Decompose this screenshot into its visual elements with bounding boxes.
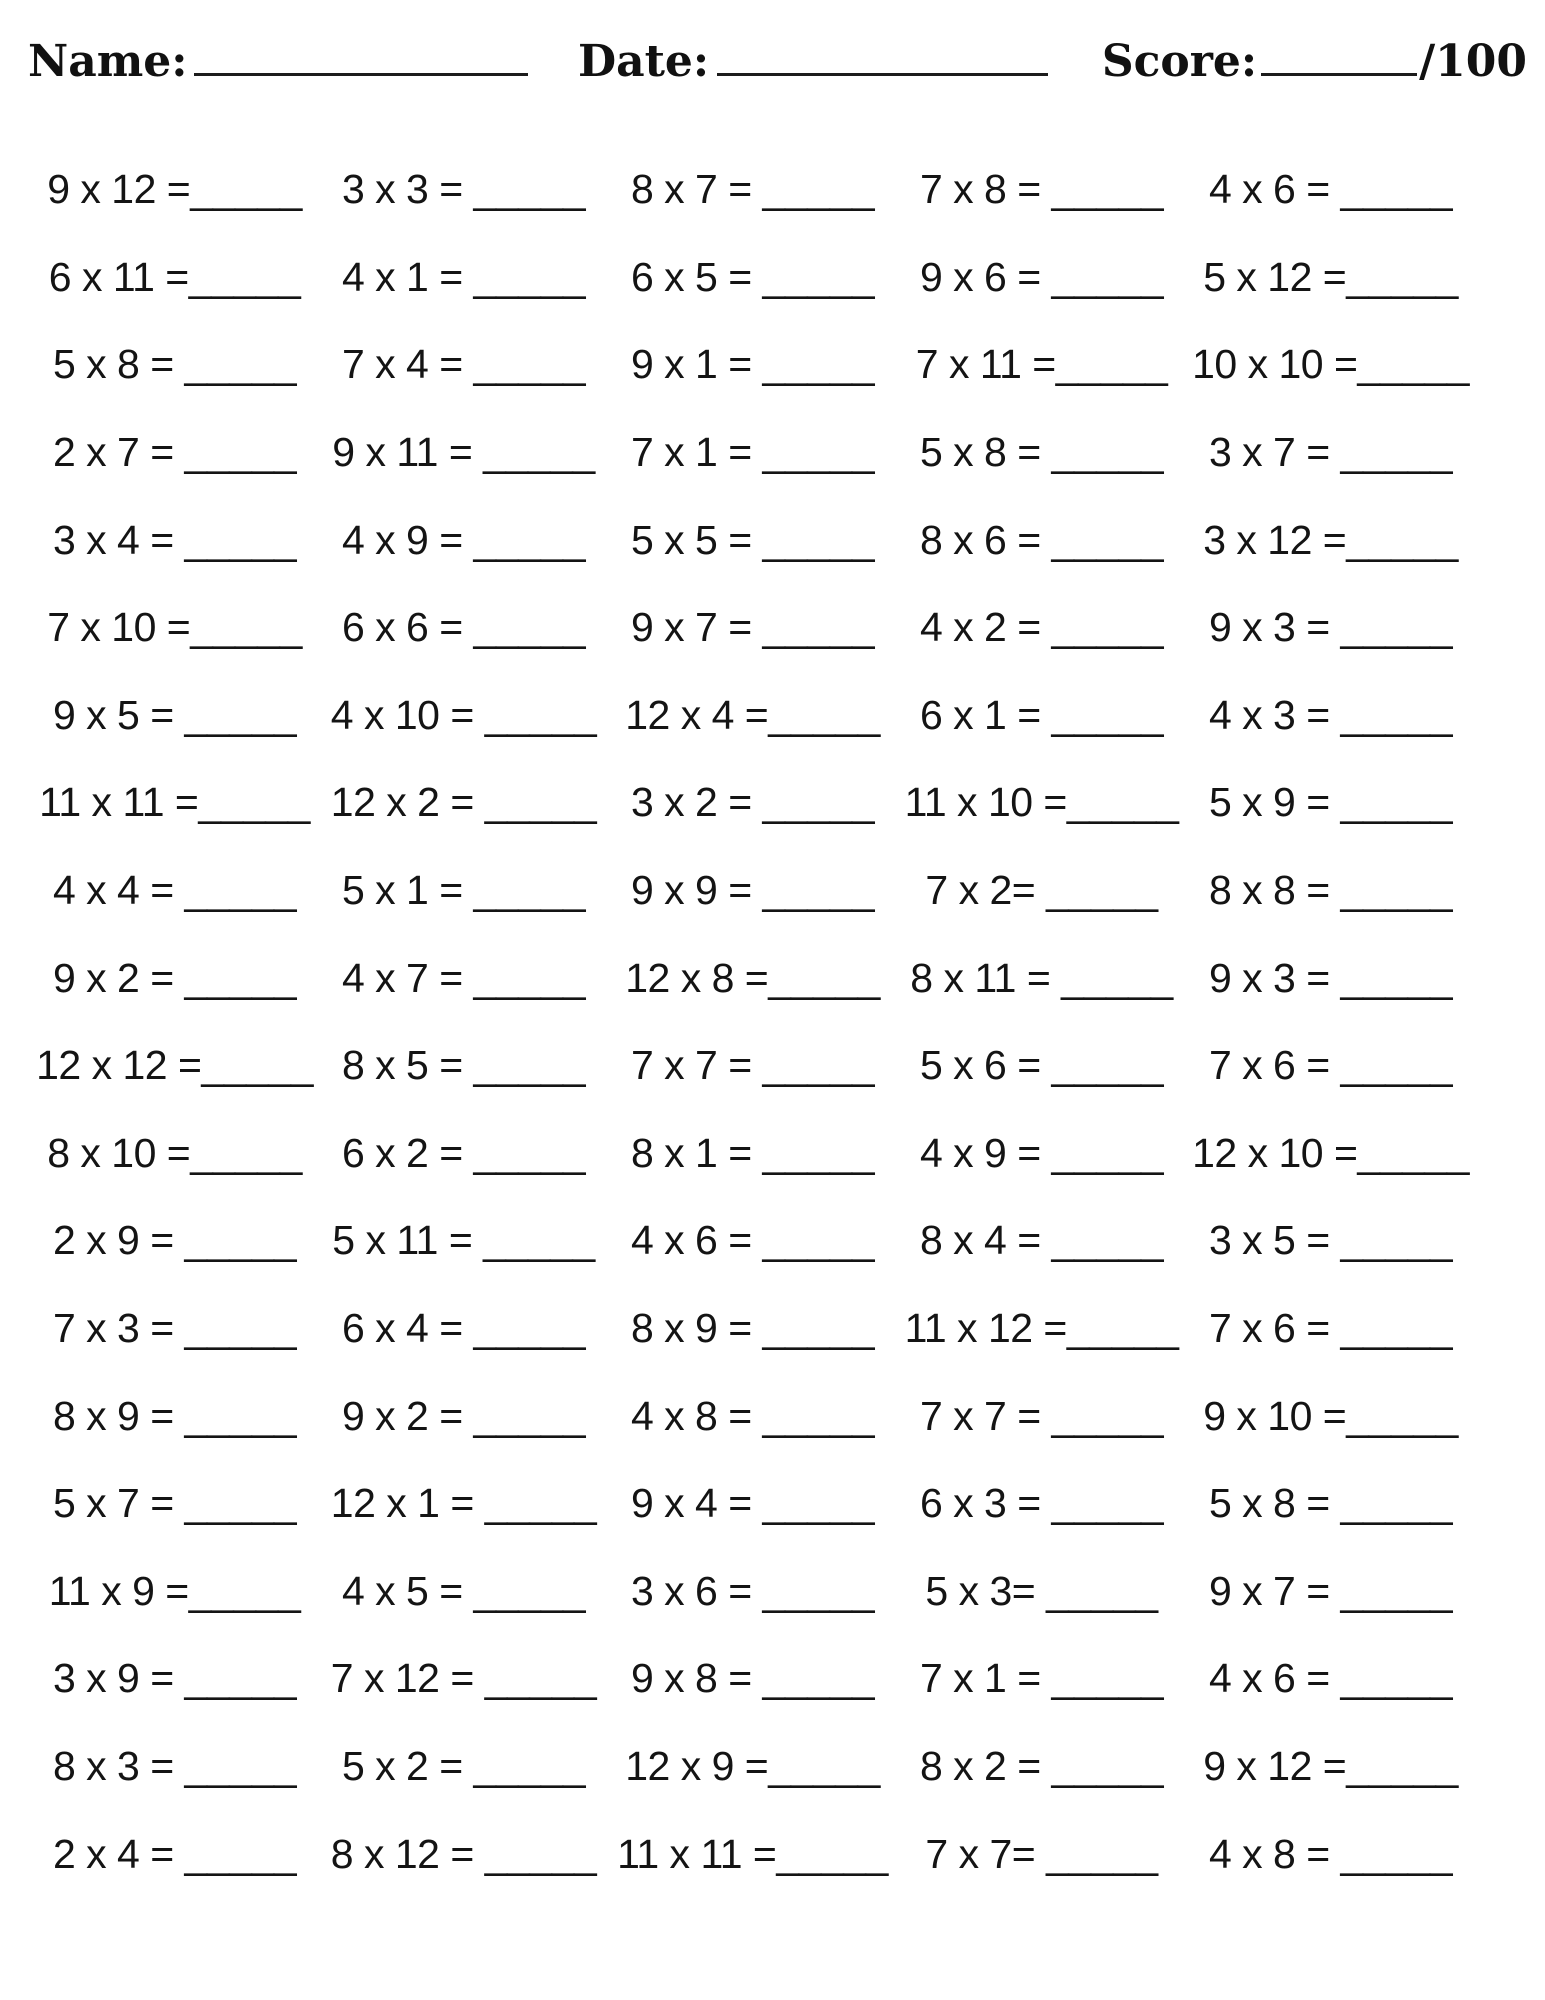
problems-grid	[30, 146, 1475, 1898]
problem-cell: 9 x 4 = _____	[630, 1480, 875, 1527]
problem-cell: 3 x 3 = _____	[341, 166, 586, 213]
problem-cell: 4 x 9 = _____	[919, 1129, 1164, 1176]
score-label: Score:	[1101, 36, 1258, 87]
problem-cell: 11 x 9 =_____	[48, 1567, 301, 1614]
problem-cell: 4 x 5 = _____	[341, 1567, 586, 1614]
date-blank-line	[717, 73, 1048, 76]
problem-cell: 4 x 4 = _____	[52, 867, 297, 914]
problem-cell: 8 x 5 = _____	[341, 1042, 586, 1089]
problem-cell: 8 x 4 = _____	[919, 1217, 1164, 1264]
problem-cell: 5 x 6 = _____	[919, 1042, 1164, 1089]
problem-cell: 2 x 9 = _____	[52, 1217, 297, 1264]
problem-cell: 3 x 6 = _____	[630, 1567, 875, 1614]
problem-cell: 7 x 1 = _____	[630, 429, 875, 476]
problem-cell: 7 x 6 = _____	[1208, 1042, 1453, 1089]
name-blank-line	[194, 73, 528, 76]
problem-cell: 9 x 2 = _____	[52, 954, 297, 1001]
problem-cell: 7 x 6 = _____	[1208, 1305, 1453, 1352]
problem-cell: 11 x 11 =_____	[39, 779, 310, 826]
problem-cell: 10 x 10 =_____	[1192, 341, 1469, 388]
problem-cell: 6 x 1 = _____	[919, 691, 1164, 738]
problem-cell: 7 x 10 =_____	[47, 604, 302, 651]
problem-cell: 8 x 8 = _____	[1208, 867, 1453, 914]
problem-cell: 4 x 6 = _____	[1208, 166, 1453, 213]
problem-cell: 5 x 7 = _____	[52, 1480, 297, 1527]
problem-cell: 5 x 8 = _____	[52, 341, 297, 388]
name-label: Name:	[28, 36, 188, 87]
problem-cell: 3 x 9 = _____	[52, 1655, 297, 1702]
problem-cell: 7 x 11 =_____	[915, 341, 1168, 388]
problem-cell: 8 x 9 = _____	[630, 1305, 875, 1352]
problem-cell: 3 x 4 = _____	[52, 516, 297, 563]
problem-cell: 4 x 3 = _____	[1208, 691, 1453, 738]
problem-cell: 8 x 12 = _____	[330, 1830, 597, 1877]
problem-cell: 9 x 7 = _____	[1208, 1567, 1453, 1614]
problem-cell: 7 x 8 = _____	[919, 166, 1164, 213]
problem-cell: 9 x 5 = _____	[52, 691, 297, 738]
problem-cell: 12 x 2 = _____	[330, 779, 597, 826]
problem-cell: 4 x 8 = _____	[1208, 1830, 1453, 1877]
problem-cell: 9 x 2 = _____	[341, 1392, 586, 1439]
problem-cell: 8 x 10 =_____	[47, 1129, 302, 1176]
problem-cell: 7 x 4 = _____	[341, 341, 586, 388]
problem-cell: 8 x 1 = _____	[630, 1129, 875, 1176]
problem-cell: 4 x 10 = _____	[330, 691, 597, 738]
problem-cell: 12 x 1 = _____	[330, 1480, 597, 1527]
problem-cell: 6 x 6 = _____	[341, 604, 586, 651]
problem-cell: 9 x 12 =_____	[47, 166, 302, 213]
problem-cell: 9 x 3 = _____	[1208, 604, 1453, 651]
problem-cell: 8 x 2 = _____	[919, 1742, 1164, 1789]
problem-cell: 9 x 1 = _____	[630, 341, 875, 388]
problem-cell: 5 x 11 = _____	[332, 1217, 595, 1264]
problem-cell: 8 x 6 = _____	[919, 516, 1164, 563]
worksheet-header	[0, 0, 1545, 87]
problem-cell: 7 x 3 = _____	[52, 1305, 297, 1352]
problem-cell: 3 x 12 =_____	[1203, 516, 1458, 563]
problem-cell: 2 x 4 = _____	[52, 1830, 297, 1877]
problem-cell: 6 x 2 = _____	[341, 1129, 586, 1176]
problem-cell: 3 x 2 = _____	[630, 779, 875, 826]
problem-cell: 5 x 9 = _____	[1208, 779, 1453, 826]
problem-cell: 11 x 11 =_____	[617, 1830, 888, 1877]
problem-cell: 12 x 4 =_____	[625, 691, 880, 738]
problem-cell: 4 x 8 = _____	[630, 1392, 875, 1439]
problem-cell: 3 x 7 = _____	[1208, 429, 1453, 476]
problem-cell: 5 x 1 = _____	[341, 867, 586, 914]
problem-cell: 5 x 12 =_____	[1203, 253, 1458, 300]
problem-cell: 2 x 7 = _____	[52, 429, 297, 476]
problem-cell: 6 x 4 = _____	[341, 1305, 586, 1352]
problem-cell: 12 x 12 =_____	[36, 1042, 313, 1089]
problem-cell: 7 x 2= _____	[925, 867, 1158, 914]
problem-cell: 11 x 12 =_____	[904, 1305, 1179, 1352]
problem-cell: 8 x 9 = _____	[52, 1392, 297, 1439]
problem-cell: 8 x 3 = _____	[52, 1742, 297, 1789]
problem-cell: 4 x 7 = _____	[341, 954, 586, 1001]
score-total: /100	[1419, 36, 1527, 87]
problem-cell: 5 x 8 = _____	[919, 429, 1164, 476]
problem-cell: 9 x 11 = _____	[332, 429, 595, 476]
problem-cell: 5 x 8 = _____	[1208, 1480, 1453, 1527]
problem-cell: 7 x 1 = _____	[919, 1655, 1164, 1702]
problem-cell: 4 x 6 = _____	[1208, 1655, 1453, 1702]
problem-cell: 5 x 5 = _____	[630, 516, 875, 563]
problem-cell: 9 x 12 =_____	[1203, 1742, 1458, 1789]
problem-cell: 6 x 11 =_____	[48, 253, 301, 300]
score-blank-line	[1261, 73, 1417, 76]
problem-cell: 7 x 12 = _____	[330, 1655, 597, 1702]
problem-cell: 12 x 10 =_____	[1192, 1129, 1469, 1176]
problem-cell: 8 x 7 = _____	[630, 166, 875, 213]
problem-cell: 4 x 9 = _____	[341, 516, 586, 563]
problem-cell: 4 x 2 = _____	[919, 604, 1164, 651]
problem-cell: 5 x 3= _____	[925, 1567, 1158, 1614]
problem-cell: 9 x 8 = _____	[630, 1655, 875, 1702]
problem-cell: 9 x 10 =_____	[1203, 1392, 1458, 1439]
problem-cell: 12 x 9 =_____	[625, 1742, 880, 1789]
date-label: Date:	[577, 36, 710, 87]
problem-cell: 7 x 7= _____	[925, 1830, 1158, 1877]
problem-cell: 12 x 8 =_____	[625, 954, 880, 1001]
problem-cell: 9 x 3 = _____	[1208, 954, 1453, 1001]
problem-cell: 11 x 10 =_____	[904, 779, 1179, 826]
problem-cell: 6 x 3 = _____	[919, 1480, 1164, 1527]
problem-cell: 6 x 5 = _____	[630, 253, 875, 300]
problem-cell: 8 x 11 = _____	[910, 954, 1173, 1001]
problem-cell: 9 x 9 = _____	[630, 867, 875, 914]
problem-cell: 5 x 2 = _____	[341, 1742, 586, 1789]
problem-cell: 9 x 6 = _____	[919, 253, 1164, 300]
problem-cell: 4 x 1 = _____	[341, 253, 586, 300]
problem-cell: 4 x 6 = _____	[630, 1217, 875, 1264]
problem-cell: 7 x 7 = _____	[630, 1042, 875, 1089]
problem-cell: 3 x 5 = _____	[1208, 1217, 1453, 1264]
problem-cell: 7 x 7 = _____	[919, 1392, 1164, 1439]
problem-cell: 9 x 7 = _____	[630, 604, 875, 651]
